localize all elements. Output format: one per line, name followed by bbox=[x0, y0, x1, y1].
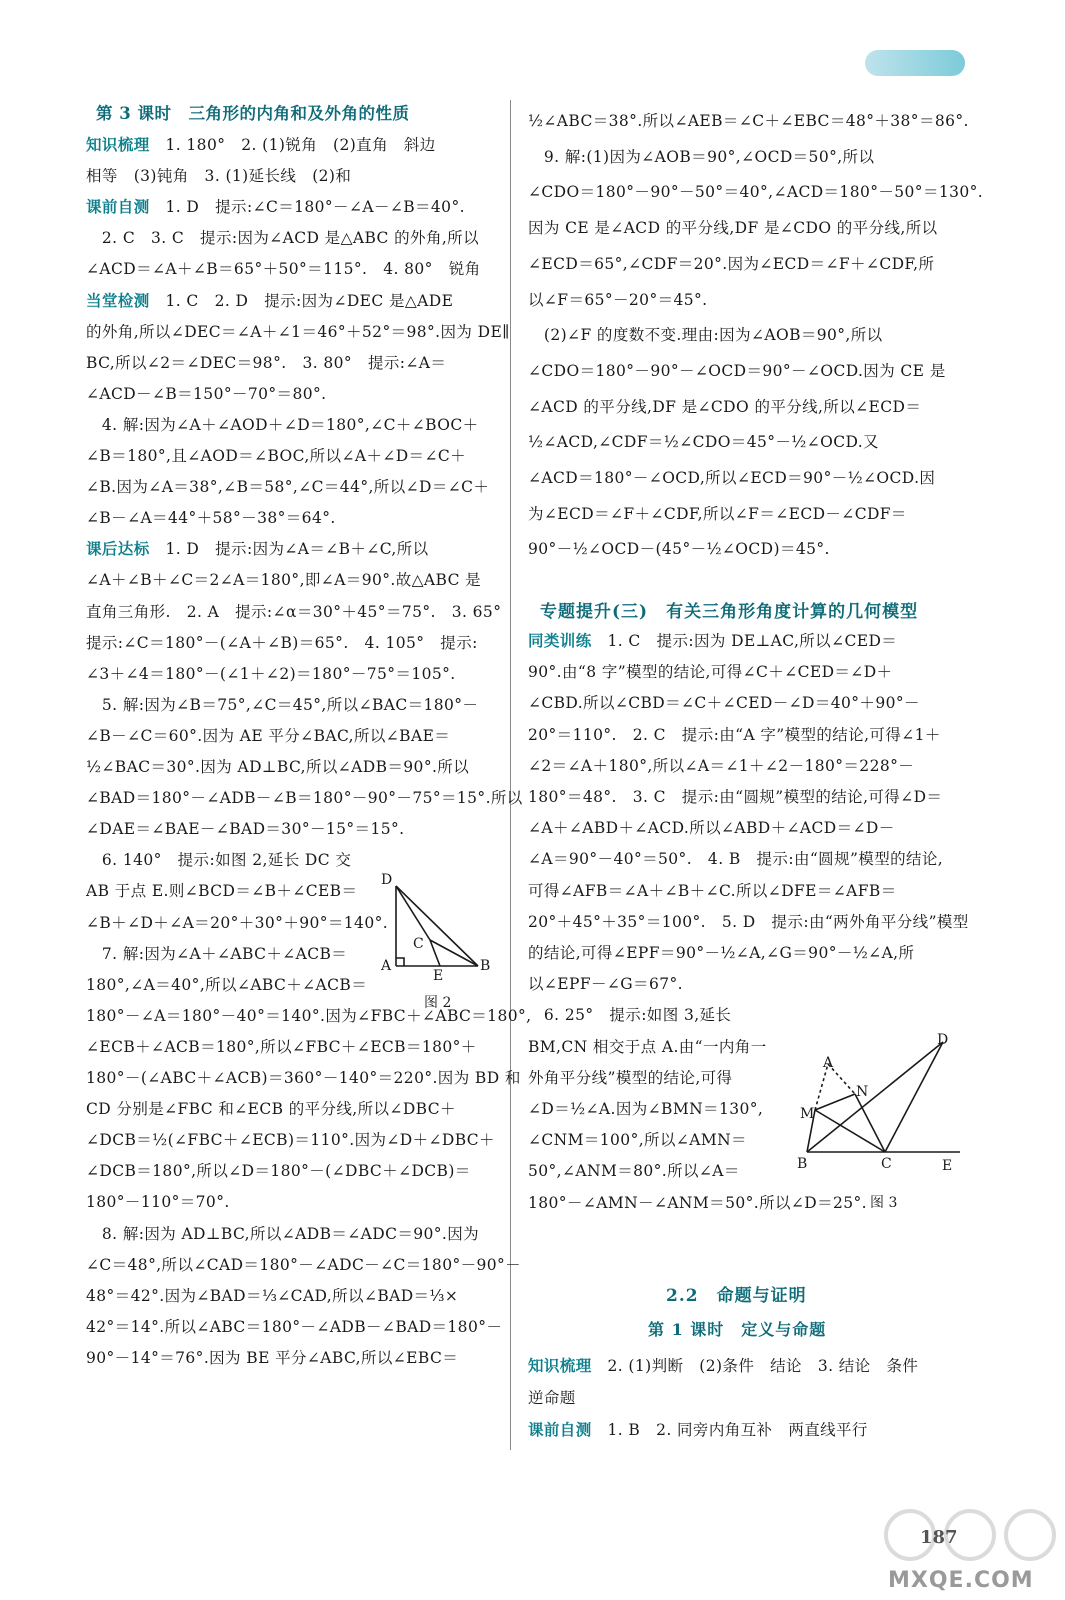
line-text: ∠ACD－∠B＝150°－70°＝80°. bbox=[86, 384, 327, 403]
text-line bbox=[86, 536, 511, 562]
line-text: 180°＝48°. 3. C 提示:由“圆规”模型的结论,可得∠D＝ bbox=[528, 788, 943, 806]
line-text: 的结论,可得∠EPF＝90°－½∠A,∠G＝90°－½∠A,所 bbox=[528, 944, 915, 962]
text-line bbox=[528, 690, 953, 716]
text-line bbox=[86, 630, 511, 656]
line-text: ∠A＋∠ABD＋∠ACD.所以∠ABD＋∠ACD＝∠D－ bbox=[528, 819, 895, 838]
text-line bbox=[86, 1283, 511, 1309]
line-text: 提示:∠C＝180°－(∠A＋∠B)＝65°. 4. 105° 提示: bbox=[86, 633, 478, 652]
text-line bbox=[86, 505, 511, 531]
text-line bbox=[528, 536, 953, 562]
line-text: 逆命题 bbox=[528, 1389, 576, 1407]
text-line bbox=[528, 215, 953, 241]
text-line bbox=[86, 288, 511, 314]
text-line bbox=[86, 816, 511, 842]
text-line bbox=[86, 1158, 511, 1184]
text-line bbox=[528, 971, 953, 997]
fig3-caption: 图 3 bbox=[870, 1195, 898, 1211]
line-text: BM,CN 相交于点 A.由“一内角一 bbox=[528, 1037, 767, 1056]
section-tag: 知识梳理 bbox=[86, 135, 150, 154]
text-line bbox=[528, 659, 953, 685]
line-text: 180°,∠A＝40°,所以∠ABC＋∠ACB＝ bbox=[86, 975, 368, 994]
text-line bbox=[86, 847, 511, 873]
line-text: ½∠ACD,∠CDF＝½∠CDO＝45°－½∠OCD.又 bbox=[528, 433, 879, 452]
line-text: 1. D 提示:因为∠A＝∠B＋∠C,所以 bbox=[149, 540, 429, 559]
text-line bbox=[86, 132, 511, 158]
line-text: BC,所以∠2＝∠DEC＝98°. 3. 80° 提示:∠A＝ bbox=[86, 353, 447, 372]
line-text: ∠B－∠C＝60°.因为 AE 平分∠BAC,所以∠BAE＝ bbox=[86, 726, 451, 745]
line-text: AB 于点 E.则∠BCD＝∠B＋∠CEB＝ bbox=[86, 882, 358, 901]
line-text: 以∠EPF－∠G＝67°. bbox=[528, 975, 683, 994]
fig2-caption: 图 2 bbox=[424, 995, 452, 1011]
line-text: 20°＋45°＋35°＝100°. 5. D 提示:由“两外角平分线”模型 bbox=[528, 912, 969, 931]
line-text: ∠DCB＝½(∠FBC＋∠ECB)＝110°.因为∠D＋∠DBC＋ bbox=[86, 1131, 495, 1150]
text-line bbox=[86, 1127, 511, 1153]
text-line bbox=[86, 723, 511, 749]
text-line bbox=[86, 412, 511, 438]
line-text: 1. 180° 2. (1)锐角 (2)直角 斜边 bbox=[149, 136, 436, 154]
text-line bbox=[86, 194, 511, 220]
line-text: ∠ACD 的平分线,DF 是∠CDO 的平分线,所以∠ECD＝ bbox=[528, 397, 922, 416]
text-line bbox=[86, 785, 523, 811]
text-line bbox=[86, 1252, 522, 1278]
line-text: 相等 (3)钝角 3. (1)延长线 (2)和 bbox=[86, 167, 352, 186]
line-text: 90°－14°＝76°.因为 BE 平分∠ABC,所以∠EBC＝ bbox=[86, 1348, 459, 1367]
text-line bbox=[86, 567, 511, 593]
fig2-label-c: C bbox=[413, 936, 424, 952]
fig3-label-e: E bbox=[942, 1158, 953, 1174]
text-line bbox=[528, 108, 969, 134]
page-number: 187 bbox=[920, 1527, 958, 1548]
line-text: ∠ECD＝65°,∠CDF＝20°.因为∠ECD＝∠F＋∠CDF,所 bbox=[528, 254, 935, 273]
line-text: 90°.由“8 字”模型的结论,可得∠C＋∠CED＝∠D＋ bbox=[528, 663, 893, 682]
line-text: ∠D＝½∠A.因为∠BMN＝130°, bbox=[528, 1100, 764, 1118]
line-text: 6. 25° 提示:如图 3,延长 bbox=[528, 1006, 732, 1025]
line-text: 4. 解:因为∠A＋∠AOD＋∠D＝180°,∠C＋∠BOC＋ bbox=[86, 415, 479, 434]
text-line bbox=[528, 287, 953, 313]
line-text: ∠DCB＝180°,所以∠D＝180°－(∠DBC＋∠DCB)＝ bbox=[86, 1162, 471, 1181]
text-line bbox=[528, 465, 953, 491]
line-text: 为∠ECD＝∠F＋∠CDF,所以∠F＝∠ECD－∠CDF＝ bbox=[528, 504, 907, 523]
section-tag: 同类训练 bbox=[528, 631, 592, 650]
line-text: ∠B－∠A＝44°＋58°－38°＝64°. bbox=[86, 509, 336, 528]
watermark-text: MXQE.COM bbox=[888, 1568, 1034, 1593]
line-text: 42°＝14°.所以∠ABC＝180°－∠ADB－∠BAD＝180°－ bbox=[86, 1317, 503, 1336]
text-line bbox=[86, 381, 511, 407]
line-text: (2)∠F 的度数不变.理由:因为∠AOB＝90°,所以 bbox=[528, 326, 883, 345]
text-line bbox=[86, 1096, 511, 1122]
section-tag: 知识梳理 bbox=[528, 1356, 592, 1375]
line-text: ∠C＝48°,所以∠CAD＝180°－∠ADC－∠C＝180°－90°－ bbox=[86, 1255, 522, 1274]
line-text: 20°＝110°. 2. C 提示:由“A 字”模型的结论,可得∠1＋ bbox=[528, 725, 941, 744]
line-text: 2. (1)判断 (2)条件 结论 3. 结论 条件 bbox=[591, 1357, 919, 1375]
line-text: ∠CNM＝100°,所以∠AMN＝ bbox=[528, 1131, 747, 1150]
header-decoration bbox=[865, 50, 965, 76]
line-text: CD 分别是∠FBC 和∠ECB 的平分线,所以∠DBC＋ bbox=[86, 1100, 456, 1119]
text-line bbox=[528, 144, 953, 170]
lesson-heading: 第 3 课时 三角形的内角和及外角的性质 bbox=[96, 104, 410, 123]
line-text: 以∠F＝65°－20°＝45°. bbox=[528, 290, 708, 309]
line-text: ∠BAD＝180°－∠ADB－∠B＝180°－90°－75°＝15°.所以 bbox=[86, 789, 523, 808]
text-line bbox=[528, 1002, 953, 1028]
text-line bbox=[528, 251, 953, 277]
text-line bbox=[86, 1221, 511, 1247]
line-text: 180°－(∠ABC＋∠ACB)＝360°－140°＝220°.因为 BD 和 bbox=[86, 1069, 521, 1087]
line-text: ∠ACD＝∠A＋∠B＝65°＋50°＝115°. 4. 80° 锐角 bbox=[86, 260, 481, 279]
line-text: 48°＝42°.因为∠BAD＝⅓∠CAD,所以∠BAD＝⅓× bbox=[86, 1286, 459, 1305]
fig2-label-d: D bbox=[381, 872, 393, 888]
text-line bbox=[528, 878, 953, 904]
line-text: ∠B＋∠D＋∠A＝20°＋30°＋90°＝140°. bbox=[86, 913, 389, 932]
text-line bbox=[528, 322, 953, 348]
fig3-label-m: M bbox=[800, 1106, 815, 1122]
line-text: 180°－∠A＝180°－40°＝140°.因为∠FBC＋∠ABC＝180°, bbox=[86, 1006, 532, 1025]
fig3-label-n: N bbox=[856, 1084, 869, 1100]
text-line bbox=[528, 501, 953, 527]
line-text: ∠ECB＋∠ACB＝180°,所以∠FBC＋∠ECB＝180°＋ bbox=[86, 1037, 477, 1056]
line-text: 180°－110°＝70°. bbox=[86, 1193, 230, 1212]
section-tag: 课前自测 bbox=[86, 197, 150, 217]
text-line bbox=[528, 722, 953, 748]
line-text: ½∠BAC＝30°.因为 AD⊥BC,所以∠ADB＝90°.所以 bbox=[86, 758, 470, 776]
text-line bbox=[86, 163, 511, 189]
line-text: ½∠ABC＝38°.所以∠AEB＝∠C＋∠EBC＝48°＋38°＝86°. bbox=[528, 112, 969, 130]
text-line bbox=[528, 753, 953, 779]
text-line bbox=[86, 256, 511, 282]
text-line bbox=[528, 179, 984, 205]
text-line bbox=[528, 394, 953, 420]
section-tag: 课后达标 bbox=[86, 539, 150, 559]
line-text: 8. 解:因为 AD⊥BC,所以∠ADB＝∠ADC＝90°.因为 bbox=[86, 1224, 480, 1243]
text-line bbox=[86, 1189, 511, 1215]
text-line bbox=[528, 1417, 953, 1443]
line-text: 因为 CE 是∠ACD 的平分线,DF 是∠CDO 的平分线,所以 bbox=[528, 219, 938, 238]
line-text: ∠B.因为∠A＝38°,∠B＝58°,∠C＝44°,所以∠D＝∠C＋ bbox=[86, 478, 490, 497]
line-text: ∠A＝90°－40°＝50°. 4. B 提示:由“圆规”模型的结论, bbox=[528, 850, 944, 869]
line-text: ∠A＋∠B＋∠C＝2∠A＝180°,即∠A＝90°.故△ABC 是 bbox=[86, 571, 482, 590]
text-line bbox=[86, 319, 511, 345]
section-heading: 2.2 命题与证明 bbox=[666, 1286, 807, 1306]
line-text: ∠DAE＝∠BAE－∠BAD＝30°－15°＝15°. bbox=[86, 820, 405, 839]
line-text: ∠CDO＝180°－90°－50°＝40°,∠ACD＝180°－50°＝130°. bbox=[528, 183, 984, 202]
line-text: 1. D 提示:∠C＝180°－∠A－∠B＝40°. bbox=[149, 198, 465, 217]
section-tag: 课前自测 bbox=[528, 1420, 592, 1439]
figure-3 bbox=[795, 1030, 965, 1170]
text-line bbox=[86, 474, 511, 500]
text-line bbox=[528, 784, 953, 810]
line-text: 7. 解:因为∠A＋∠ABC＋∠ACB＝ bbox=[86, 944, 348, 963]
fig2-label-a: A bbox=[381, 958, 392, 974]
text-line bbox=[86, 599, 511, 625]
line-text: ∠3＋∠4＝180°－(∠1＋∠2)＝180°－75°＝105°. bbox=[86, 664, 456, 683]
text-line bbox=[86, 1065, 521, 1091]
text-line bbox=[86, 754, 511, 780]
text-line bbox=[86, 1034, 511, 1060]
line-text: 2. C 3. C 提示:因为∠ACD 是△ABC 的外角,所以 bbox=[86, 229, 479, 248]
line-text: 的外角,所以∠DEC＝∠A＋∠1＝46°＋52°＝98°.因为 DE∥ bbox=[86, 322, 510, 341]
text-line bbox=[528, 358, 953, 384]
fig3-label-d: D bbox=[937, 1032, 949, 1048]
line-text: 可得∠AFB＝∠A＋∠B＋∠C.所以∠DFE＝∠AFB＝ bbox=[528, 881, 897, 900]
line-text: ∠ACD＝180°－∠OCD,所以∠ECD＝90°－½∠OCD.因 bbox=[528, 469, 936, 487]
line-text: 6. 140° 提示:如图 2,延长 DC 交 bbox=[86, 851, 352, 870]
line-text: 1. B 2. 同旁内角互补 两直线平行 bbox=[591, 1421, 868, 1439]
line-text: ∠CBD.所以∠CBD＝∠C＋∠CED－∠D＝40°＋90°－ bbox=[528, 694, 920, 713]
line-text: 直角三角形. 2. A 提示:∠α＝30°＋45°＝75°. 3. 65° bbox=[86, 602, 502, 621]
text-line bbox=[86, 1345, 511, 1371]
fig3-label-b: B bbox=[797, 1156, 808, 1172]
text-line bbox=[86, 661, 511, 687]
text-line bbox=[528, 815, 953, 841]
text-line bbox=[86, 225, 511, 251]
line-text: 90°－½∠OCD－(45°－½∠OCD)＝45°. bbox=[528, 540, 830, 559]
line-text: 9. 解:(1)因为∠AOB＝90°,∠OCD＝50°,所以 bbox=[528, 147, 875, 166]
text-line bbox=[528, 909, 969, 935]
line-text: 50°,∠ANM＝80°.所以∠A＝ bbox=[528, 1162, 740, 1181]
line-text: 5. 解:因为∠B＝75°,∠C＝45°,所以∠BAC＝180°－ bbox=[86, 695, 479, 714]
subsection-heading: 第 1 课时 定义与命题 bbox=[648, 1320, 827, 1339]
fig3-label-a: A bbox=[823, 1055, 834, 1071]
text-line bbox=[86, 350, 511, 376]
line-text: 1. C 提示:因为 DE⊥AC,所以∠CED＝ bbox=[591, 632, 898, 650]
line-text: ∠B＝180°,且∠AOD＝∠BOC,所以∠A＋∠D＝∠C＋ bbox=[86, 447, 467, 465]
line-text: 1. C 2. D 提示:因为∠DEC 是△ADE bbox=[149, 291, 454, 310]
section-tag: 当堂检测 bbox=[86, 290, 150, 310]
text-line bbox=[528, 1353, 953, 1379]
line-text: ∠CDO＝180°－90°－∠OCD＝90°－∠OCD.因为 CE 是 bbox=[528, 361, 946, 380]
text-line bbox=[528, 628, 953, 654]
text-line bbox=[528, 1385, 953, 1411]
line-text: 外角平分线”模型的结论,可得 bbox=[528, 1068, 733, 1087]
text-line bbox=[528, 846, 953, 872]
text-line bbox=[528, 429, 953, 455]
fig2-label-e: E bbox=[433, 968, 444, 984]
text-line bbox=[86, 1314, 511, 1340]
fig2-label-b: B bbox=[480, 958, 491, 974]
text-line bbox=[528, 940, 953, 966]
line-text: ∠2＝∠A＋180°,所以∠A＝∠1＋∠2－180°＝228°－ bbox=[528, 756, 915, 775]
line-text: 180°－∠AMN－∠ANM＝50°.所以∠D＝25°. bbox=[528, 1193, 867, 1212]
text-line bbox=[86, 443, 511, 469]
text-line bbox=[86, 692, 511, 718]
fig3-label-c: C bbox=[881, 1156, 892, 1172]
topic-heading: 专题提升(三) 有关三角形角度计算的几何模型 bbox=[540, 602, 919, 622]
